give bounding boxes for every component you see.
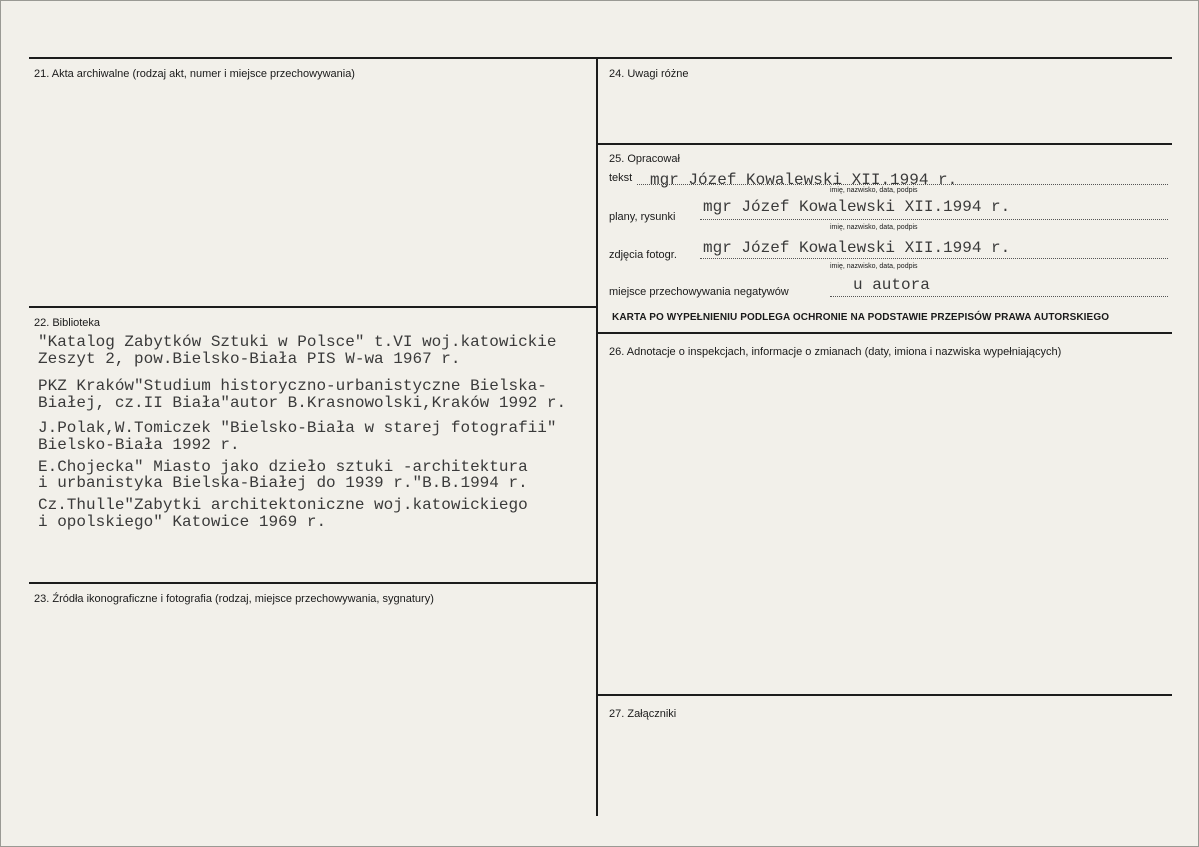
section-25-label: 25. Opracował <box>609 153 680 165</box>
biblio-line-2: Zeszyt 2, pow.Bielsko-Biała PIS W-wa 1967 r. <box>38 350 461 368</box>
rule-21-22 <box>29 306 597 308</box>
center-divider <box>596 57 598 816</box>
tekst-value: mgr Józef Kowalewski XII.1994 r. <box>650 171 958 189</box>
biblio-line-7: E.Chojecka" Miasto jako dzieło sztuki -architektura <box>38 458 528 476</box>
plany-dotted-line <box>700 219 1168 220</box>
copyright-notice: KARTA PO WYPEŁNIENIU PODLEGA OCHRONIE NA PODSTAWIE PRZEPISÓW PRAWA AUTORSKIEGO <box>612 312 1110 323</box>
section-21-label: 21. Akta archiwalne (rodzaj akt, numer i miejsce przechowywania) <box>34 68 355 80</box>
tekst-caption: imię, nazwisko, data, podpis <box>830 187 918 194</box>
section-24-label: 24. Uwagi różne <box>609 68 689 80</box>
plany-value: mgr Józef Kowalewski XII.1994 r. <box>703 198 1011 216</box>
biblio-line-1: "Katalog Zabytków Sztuki w Polsce" t.VI woj.katowickie <box>38 333 557 351</box>
plany-caption: imię, nazwisko, data, podpis <box>830 224 918 231</box>
section-27-label: 27. Załączniki <box>609 708 677 720</box>
plany-label: plany, rysunki <box>609 211 676 223</box>
zdjecia-value: mgr Józef Kowalewski XII.1994 r. <box>703 239 1011 257</box>
tekst-label: tekst <box>609 172 633 184</box>
biblio-line-4: Białej, cz.II Biała"autor B.Krasnowolski,Kraków 1992 r. <box>38 394 567 412</box>
negatywy-label: miejsce przechowywania negatywów <box>609 286 789 298</box>
rule-26-27 <box>597 694 1172 696</box>
biblio-line-8: i urbanistyka Bielska-Białej do 1939 r."B.B.1994 r. <box>38 474 528 492</box>
section-22-label: 22. Biblioteka <box>34 317 101 329</box>
zdjecia-label: zdjęcia fotogr. <box>609 249 677 261</box>
negatywy-value: u autora <box>853 276 930 294</box>
section-23-label: 23. Źródła ikonograficzne i fotografia (rodzaj, miejsce przechowywania, sygnatury) <box>34 593 434 605</box>
rule-25-26 <box>597 332 1172 334</box>
rule-24-25 <box>597 143 1172 145</box>
biblio-line-3: PKZ Kraków"Studium historyczno-urbanistyczne Bielska- <box>38 377 547 395</box>
zdjecia-dotted-line <box>700 258 1168 259</box>
section-26-label: 26. Adnotacje o inspekcjach, informacje o zmianach (daty, imiona i nazwiska wypełniających) <box>609 346 1062 358</box>
negatywy-dotted-line <box>830 296 1168 297</box>
biblio-line-10: i opolskiego" Katowice 1969 r. <box>38 513 327 531</box>
rule-22-23 <box>29 582 597 584</box>
biblio-line-9: Cz.Thulle"Zabytki architektoniczne woj.katowickiego <box>38 496 528 514</box>
biblio-line-6: Bielsko-Biała 1992 r. <box>38 436 240 454</box>
zdjecia-caption: imię, nazwisko, data, podpis <box>830 263 918 270</box>
top-rule <box>29 57 1172 59</box>
biblio-line-5: J.Polak,W.Tomiczek "Bielsko-Biała w starej fotografii" <box>38 419 557 437</box>
